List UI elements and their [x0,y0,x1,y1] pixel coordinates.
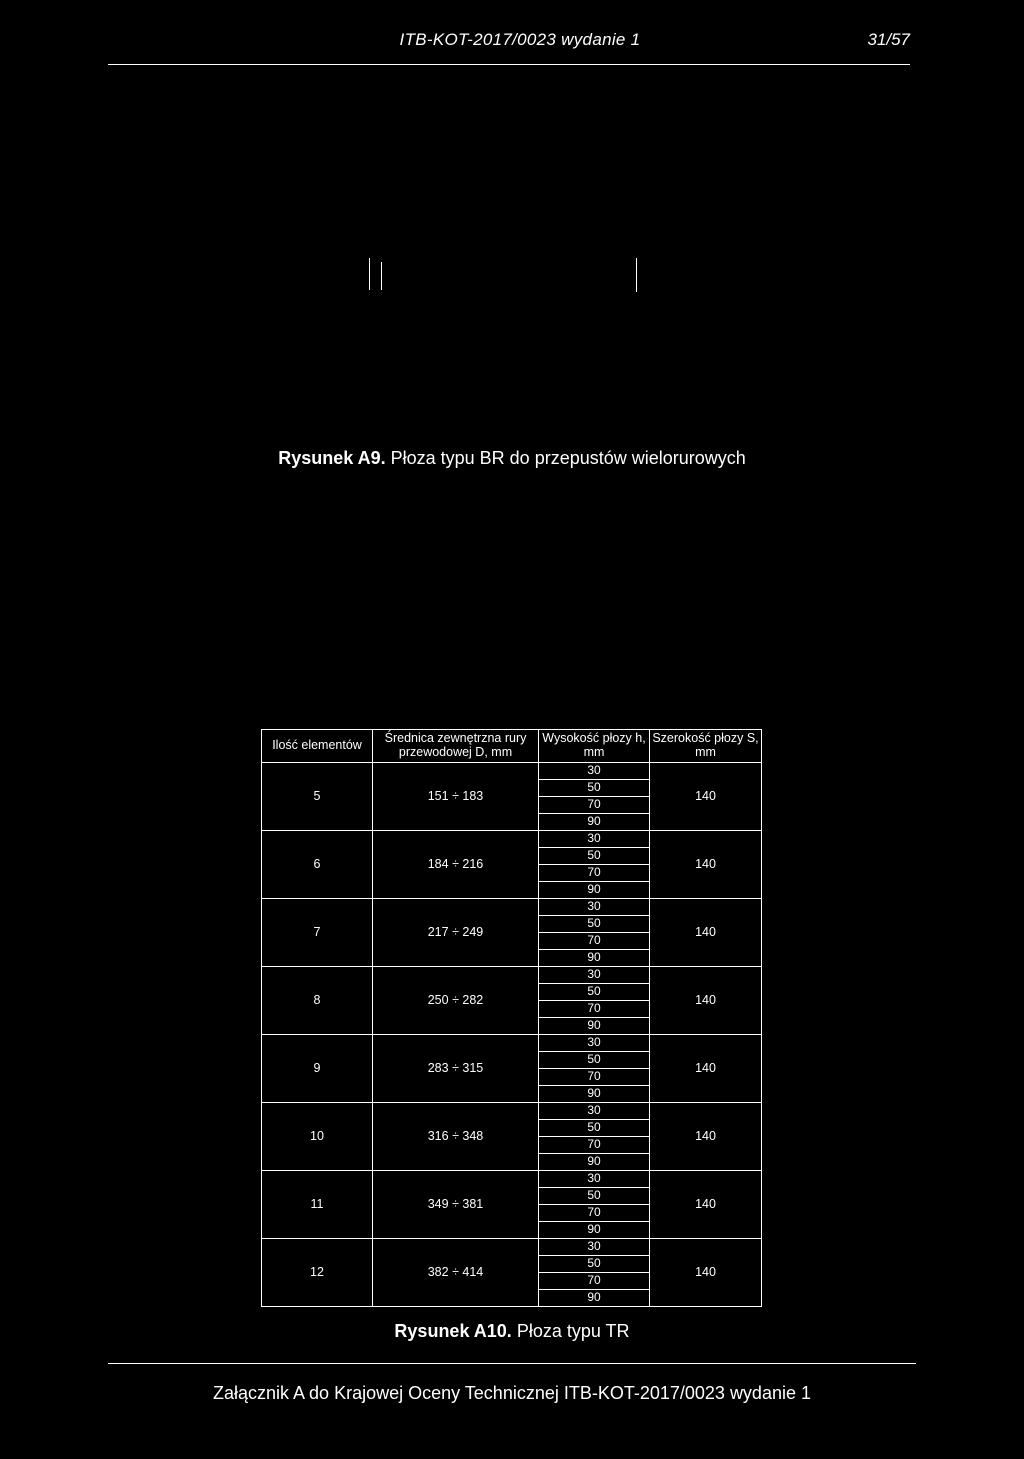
cell-height: 70 [539,1273,650,1290]
figure-a10-caption-text: Płoza typu TR [516,1321,630,1341]
cell-height: 70 [539,1137,650,1154]
cell-width: 140 [650,1035,762,1103]
figure-a10-caption [250,1321,774,1342]
cell-diameter: 217 ÷ 249 [373,899,539,967]
header-divider [108,64,910,65]
figure-a9-mark-right [636,258,637,292]
cell-height: 50 [539,984,650,1001]
page-number: 31/57 [867,30,910,49]
cell-diameter: 316 ÷ 348 [373,1103,539,1171]
header-diameter: Średnica zewnętrzna rury przewodowej D, mm [373,730,539,763]
cell-height: 70 [539,1001,650,1018]
cell-height: 70 [539,797,650,814]
figure-a9-caption-text: Płoza typu BR do przepustów wielorurowych [390,448,746,468]
cell-height: 30 [539,967,650,984]
cell-diameter: 250 ÷ 282 [373,967,539,1035]
figure-a10-label: Rysunek A10. [394,1321,512,1341]
table-row [262,899,762,916]
table-body [262,763,762,1307]
cell-diameter: 151 ÷ 183 [373,763,539,831]
footer-divider [108,1363,916,1364]
cell-height: 30 [539,899,650,916]
table-row [262,1171,762,1188]
figure-a9-caption [180,448,844,469]
table-header-row [262,730,762,763]
cell-height: 90 [539,882,650,899]
cell-width: 140 [650,763,762,831]
cell-count: 7 [262,899,373,967]
cell-height: 30 [539,1035,650,1052]
cell-height: 90 [539,1290,650,1307]
table-row [262,967,762,984]
cell-width: 140 [650,1171,762,1239]
cell-height: 70 [539,1205,650,1222]
cell-height: 50 [539,1188,650,1205]
cell-width: 140 [650,967,762,1035]
cell-width: 140 [650,899,762,967]
header-width: Szerokość płozy S, mm [650,730,762,763]
cell-height: 90 [539,950,650,967]
cell-width: 140 [650,1103,762,1171]
cell-height: 30 [539,1171,650,1188]
header-count: Ilość elementów [262,730,373,763]
cell-height: 70 [539,1069,650,1086]
table-row [262,763,762,780]
runner-dimensions-table [261,729,762,1307]
cell-height: 30 [539,1239,650,1256]
figure-a9-mark-left-2 [381,262,382,290]
table-row [262,1103,762,1120]
cell-diameter: 184 ÷ 216 [373,831,539,899]
cell-height: 30 [539,831,650,848]
cell-height: 50 [539,848,650,865]
cell-height: 50 [539,1120,650,1137]
cell-count: 8 [262,967,373,1035]
cell-height: 50 [539,916,650,933]
cell-height: 90 [539,1086,650,1103]
cell-height: 30 [539,1103,650,1120]
cell-count: 9 [262,1035,373,1103]
cell-count: 11 [262,1171,373,1239]
figure-a9-label: Rysunek A9. [278,448,386,468]
cell-height: 90 [539,1222,650,1239]
cell-diameter: 382 ÷ 414 [373,1239,539,1307]
document-title: ITB-KOT-2017/0023 wydanie 1 [399,30,641,49]
cell-count: 12 [262,1239,373,1307]
cell-count: 10 [262,1103,373,1171]
cell-count: 6 [262,831,373,899]
header-height: Wysokość płozy h, mm [539,730,650,763]
cell-height: 50 [539,1052,650,1069]
table-row [262,1239,762,1256]
footer-text: Załącznik A do Krajowej Oceny Technicznej ITB-KOT-2017/0023 wydanie 1 [213,1383,811,1403]
cell-width: 140 [650,1239,762,1307]
cell-height: 30 [539,763,650,780]
cell-height: 50 [539,1256,650,1273]
cell-height: 70 [539,933,650,950]
figure-a9-mark-left-1 [369,258,370,290]
table-row [262,1035,762,1052]
cell-height: 50 [539,780,650,797]
cell-width: 140 [650,831,762,899]
cell-diameter: 283 ÷ 315 [373,1035,539,1103]
cell-height: 70 [539,865,650,882]
cell-diameter: 349 ÷ 381 [373,1171,539,1239]
cell-height: 90 [539,1018,650,1035]
cell-count: 5 [262,763,373,831]
cell-height: 90 [539,1154,650,1171]
cell-height: 90 [539,814,650,831]
table-row [262,831,762,848]
